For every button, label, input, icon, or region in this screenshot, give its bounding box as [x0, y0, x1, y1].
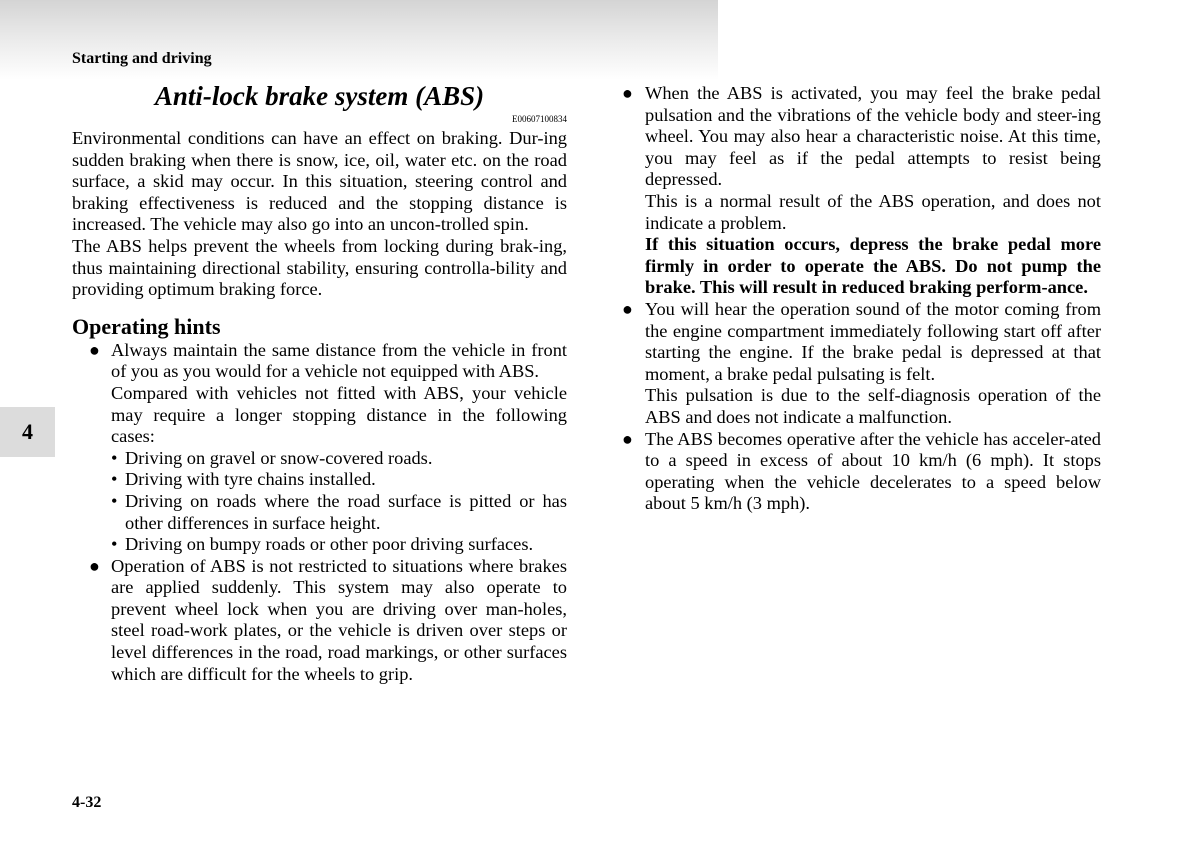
sub-bullet-icon: • [111, 447, 118, 468]
section-title: Anti-lock brake system (ABS) [154, 81, 485, 111]
case-item [111, 534, 567, 556]
bullet-icon: ● [622, 83, 633, 103]
bullet-note: This pulsation is due to the self-diagnosis operation of the ABS and does not indicate a malfunction. [645, 385, 1101, 427]
case-item [111, 491, 567, 534]
bullet-warning: If this situation occurs, depress the brake pedal more firmly in order to operate the ABS. Do not pump the brake. This will result in reduced braking perform-ance. [645, 234, 1101, 298]
list-item [622, 299, 1101, 429]
case-text: Driving with tyre chains installed. [125, 469, 376, 490]
bullet-icon: ● [89, 555, 100, 576]
bullet-text: When the ABS is activated, you may feel the brake pedal pulsation and the vibrations of the vehicle body and steer-ing wheel. You may also hear a characteristic noise. At this time, you may feel as if the pedal attempts to resist being depressed. [645, 83, 1101, 190]
list-item [622, 429, 1101, 515]
list-item [72, 556, 567, 686]
page-number: 4-32 [72, 794, 102, 811]
intro-paragraph-1: Environmental conditions can have an effect on braking. Dur-ing sudden braking when there is snow, ice, oil, water etc. on the road surface, a skid may occur. In this situation, steering control and braking effectiveness is reduced and the stopping distance is increased. The vehicle may also go into an uncon-trolled spin. [72, 128, 567, 235]
list-item [622, 83, 1101, 299]
bullet-icon: ● [622, 428, 633, 449]
section-label: Starting and driving [72, 50, 212, 67]
bullet-text: You will hear the operation sound of the motor coming from the engine compartment immediately following start off after starting the engine. If the brake pedal is depressed at that moment, a brake pedal pulsating is felt. [645, 298, 1101, 384]
bullet-icon: ● [622, 298, 633, 319]
sub-bullet-icon: • [111, 490, 118, 511]
document-code: E00607100834 [512, 114, 567, 124]
case-item [111, 448, 567, 470]
chapter-tab: 4 [0, 407, 55, 457]
bullet-text: Always maintain the same distance from the vehicle in front of you as you would for a vehicle not equipped with ABS. [111, 339, 567, 382]
bullet-continuation: Compared with vehicles not fitted with ABS, your vehicle may require a longer stopping distance in the following cases: [111, 382, 567, 447]
right-column [622, 83, 1101, 515]
case-text: Driving on bumpy roads or other poor driving surfaces. [125, 534, 534, 555]
left-column [72, 80, 567, 685]
case-item [111, 469, 567, 491]
list-item [72, 340, 567, 556]
intro-paragraph-2: The ABS helps prevent the wheels from locking during brak-ing, thus maintaining directional stability, ensuring controlla-bility and providing optimum braking force. [72, 235, 567, 300]
sub-bullet-icon: • [111, 469, 118, 490]
bullet-text: Operation of ABS is not restricted to situations where brakes are applied suddenly. This system may also operate to prevent wheel lock when you are driving over man-holes, steel road-work plates, or the vehicle is driven over steps or level differences in the road, road markings, or other surfaces which are difficult for the wheels to grip. [111, 555, 567, 684]
bullet-icon: ● [89, 339, 100, 360]
sub-bullet-icon: • [111, 534, 118, 555]
header-band [0, 0, 718, 80]
bullet-text: The ABS becomes operative after the vehicle has acceler-ated to a speed in excess of about 10 km/h (6 mph). It stops operating when the vehicle decelerates to a speed below about 5 km/h (3 mph). [645, 428, 1101, 514]
case-text: Driving on roads where the road surface is pitted or has other differences in surface height. [125, 490, 567, 533]
case-text: Driving on gravel or snow-covered roads. [125, 447, 433, 468]
bullet-note: This is a normal result of the ABS operation, and does not indicate a problem. [645, 190, 1101, 233]
operating-hints-heading: Operating hints [72, 313, 221, 339]
